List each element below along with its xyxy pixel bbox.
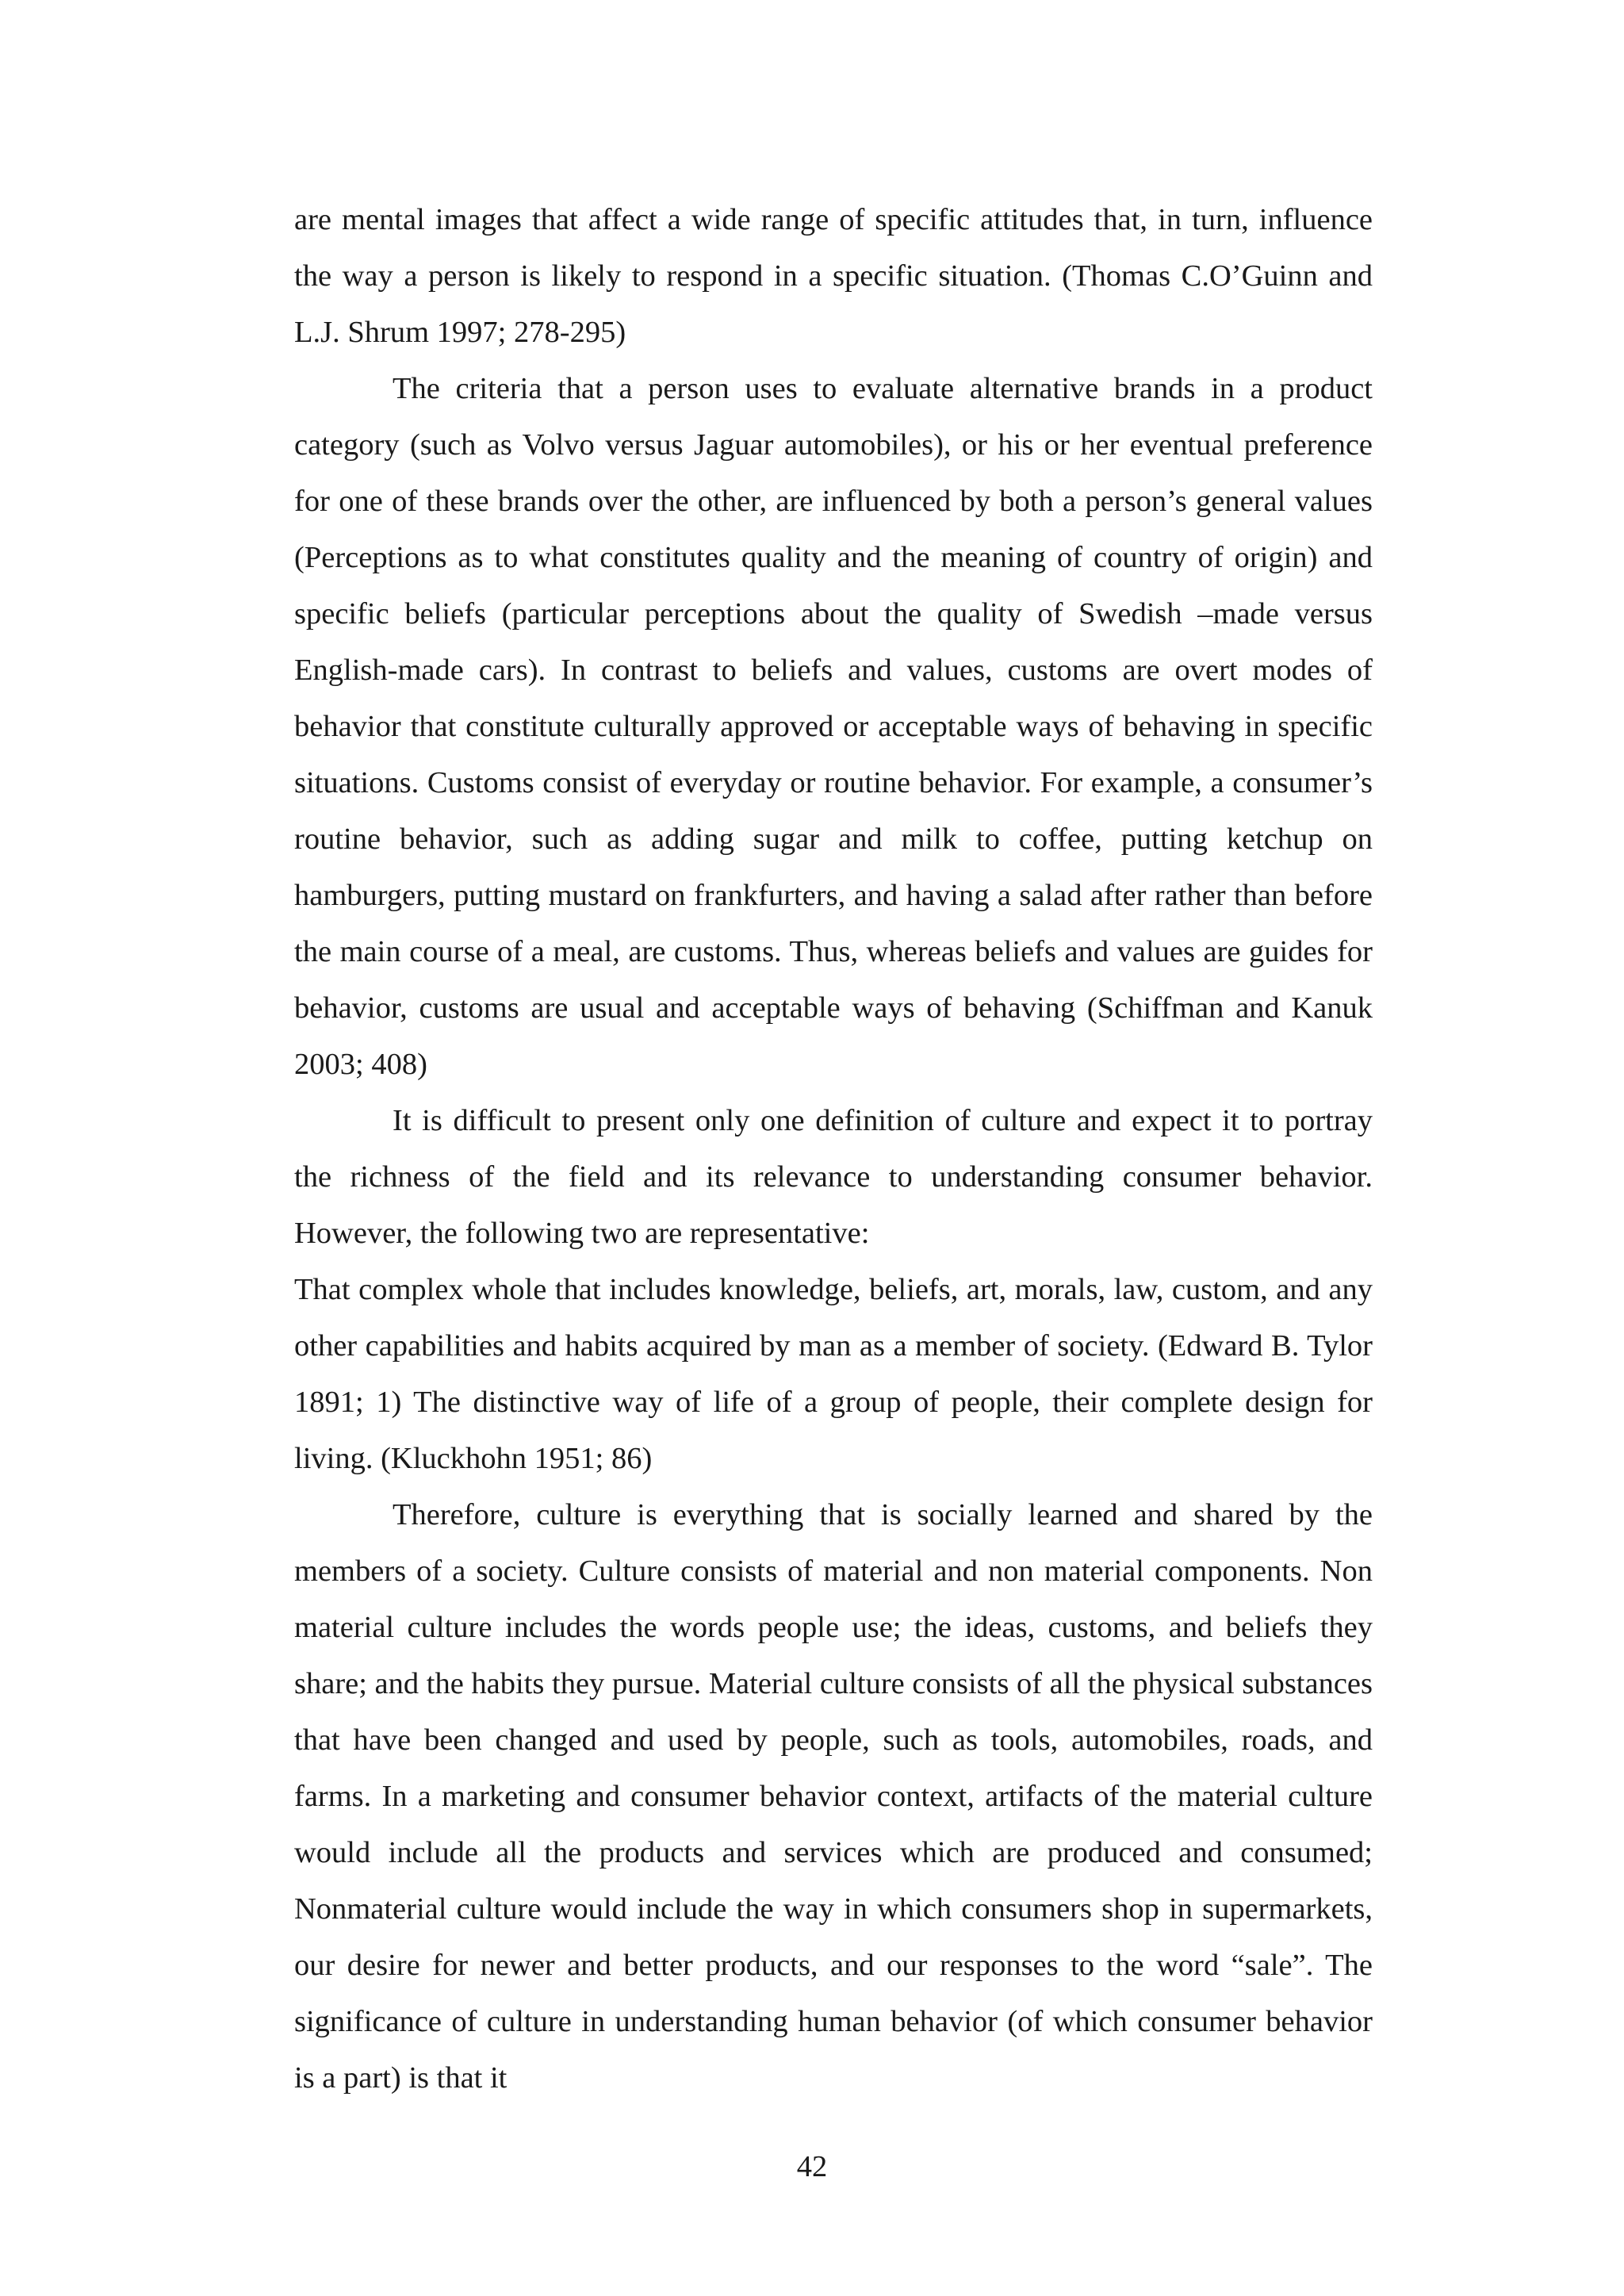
body-text: [294, 192, 1373, 2106]
paragraph-1: are mental images that affect a wide range of specific attitudes that, in turn, influence the way a person is likely to respond in a specific situation. (Thomas C.O’Guinn and L.J. Shrum 1997; 278-295): [294, 203, 1373, 349]
paragraph-3: It is difficult to present only one definition of culture and expect it to portray the richness of the field and its relevance to understanding consumer behavior. However, the following two are representative:: [294, 1104, 1373, 1250]
paragraph-4: That complex whole that includes knowledge, beliefs, art, morals, law, custom, and any other capabilities and habits acquired by man as a member of society. (Edward B. Tylor 1891; 1) The distinctive way of life of a group of people, their complete design for living. (Kluckhohn 1951; 86): [294, 1273, 1373, 1475]
paragraph-2: The criteria that a person uses to evaluate alternative brands in a product category (such as Volvo versus Jaguar automobiles), or his or her eventual preference for one of these brands over the other, are influenced by both a person’s general values (Perceptions as to what constitutes quality and the meaning of country of origin) and specific beliefs (particular perceptions about the quality of Swedish –made versus English-made cars). In contrast to beliefs and values, customs are overt modes of behavior that constitute culturally approved or acceptable ways of behaving in specific situations. Customs consist of everyday or routine behavior. For example, a consumer’s routine behavior, such as adding sugar and milk to coffee, putting ketchup on hamburgers, putting mustard on frankfurters, and having a salad after rather than before the main course of a meal, are customs. Thus, whereas beliefs and values are guides for behavior, customs are usual and acceptable ways of behaving (Schiffman and Kanuk 2003; 408): [294, 372, 1373, 1081]
paragraph-5: Therefore, culture is everything that is socially learned and shared by the members of a society. Culture consists of material and non material components. Non material culture includes the words people use; the ideas, customs, and beliefs they share; and the habits they pursue. Material culture consists of all the physical substances that have been changed and used by people, such as tools, automobiles, roads, and farms. In a marketing and consumer behavior context, artifacts of the material culture would include all the products and services which are produced and consumed; Nonmaterial culture would include the way in which consumers shop in supermarkets, our desire for newer and better products, and our responses to the word “sale”. The significance of culture in understanding human behavior (of which consumer behavior is a part) is that it: [294, 1498, 1373, 2095]
page-number: 42: [796, 2150, 828, 2183]
